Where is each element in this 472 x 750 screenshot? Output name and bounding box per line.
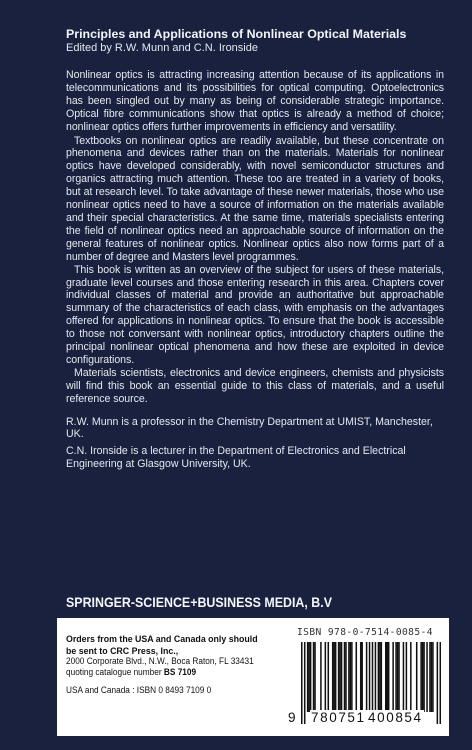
- barcode-bar: [360, 642, 362, 712]
- barcode-bar: [420, 642, 422, 712]
- barcode-digit-first: 9: [288, 710, 296, 725]
- barcode-bar: [310, 642, 312, 712]
- barcode-digits-left: 780751: [311, 710, 366, 725]
- barcode-bar: [432, 642, 434, 712]
- barcode-bar: [378, 642, 380, 712]
- barcode-bar: [395, 642, 397, 712]
- bio-ironside: C.N. Ironside is a lecturer in the Department of Electronics and Electrical Engineering at Glasgow University, UK.: [66, 445, 406, 471]
- barcode-bar: [422, 642, 424, 712]
- barcode-digits: [281, 710, 441, 728]
- barcode-bar: [332, 642, 334, 712]
- blurb-paragraph-4: Materials scientists, electronics and device engineers, chemists and physicists will find this book an essential guide to this class of materials, and a useful reference source.: [66, 366, 444, 405]
- barcode-bar: [350, 642, 352, 712]
- isbn-label: ISBN 978-0-7514-0085-4: [297, 627, 433, 638]
- catalogue-number: BS 7109: [163, 666, 197, 677]
- barcode-bar: [375, 642, 377, 712]
- quoting-prefix: quoting catalogue number: [66, 666, 164, 677]
- barcode-bar: [341, 642, 343, 712]
- barcode-bar: [313, 642, 315, 712]
- ordering-panel: [57, 618, 449, 736]
- orders-quoting: [66, 667, 263, 678]
- barcode-bar: [308, 642, 310, 712]
- barcode-bar: [339, 642, 341, 712]
- barcode-bar: [392, 642, 394, 712]
- book-title: Principles and Applications of Nonlinear Optical Materials: [66, 27, 407, 41]
- ordering-info: [66, 633, 276, 705]
- barcode-bar: [351, 642, 353, 712]
- orders-heading-line2: be sent to CRC Press, Inc.,: [66, 644, 179, 656]
- barcode-bar: [361, 642, 363, 712]
- barcode-bar: [325, 642, 327, 712]
- cover-text: [66, 27, 444, 471]
- orders-heading-line1: Orders from the USA and Canada only should: [66, 633, 258, 644]
- book-editors: Edited by R.W. Munn and C.N. Ironside: [66, 42, 258, 54]
- publisher-name: SPRINGER-SCIENCE+BUSINESS MEDIA, B.V: [66, 595, 332, 610]
- blurb-paragraph-2: Textbooks on nonlinear optics are readily available, but these concentrate on phenomena and devices rather than on the materials. Materials for nonlinear optics have developed considerably, with novel semiconductor structures and organics attracting much attention. These too are treated in a variety of books, but at research level. To take advantage of these newer materials, those who use nonlinear optics need to have a source of information on the materials available and their special characteristics. At the same time, materials specialists entering the field of nonlinear optics need an approachable source of information on the general features of nonlinear optics. Nonlinear optics also now forms part of a number of degree and Masters level programmes.: [66, 134, 444, 263]
- barcode-bar: [328, 642, 330, 712]
- barcode-bar: [397, 642, 399, 712]
- barcode-bar: [385, 642, 387, 712]
- barcode-bar: [429, 642, 431, 712]
- barcode-bar: [416, 642, 418, 712]
- author-bios: [66, 416, 444, 472]
- barcode-bar: [333, 642, 335, 712]
- barcode-bar: [338, 642, 340, 712]
- usa-canada-isbn: USA and Canada : ISBN 0 8493 7109 0: [66, 685, 212, 696]
- blurb-paragraph-1: Nonlinear optics is attracting increasing attention because of its applications in telecommunications and its possibilities for optical computing. Optoelectronics has been singled out by many as being of considerable strategic importance. Optical fibre communications show that optics is already a method of choice; nonlinear optics offers further improvements in efficiency and versatility.: [66, 69, 444, 133]
- barcode-bar: [426, 642, 428, 712]
- barcode-bar: [410, 642, 412, 712]
- barcode-bar: [345, 642, 347, 712]
- barcode-bar: [366, 642, 368, 712]
- orders-address: 2000 Corporate Blvd., N.W., Boca Raton, FL 33431: [66, 656, 254, 666]
- barcode-bar: [356, 642, 358, 712]
- barcode-bar: [314, 642, 316, 712]
- barcode-bar: [386, 642, 388, 712]
- barcode-bar: [344, 642, 346, 712]
- blurb-paragraph-3: This book is written as an overview of the subject for users of these materials, graduate level courses and those entering research in this area. Chapters cover individual classes of material and provide an authoritative but approachable summary of the characteristics of each class, with emphasis on the advantages offered for applications in nonlinear optics. To ensure that the book is accessible to those not conversant with nonlinear optics, introductory chapters outline the principal nonlinear optical phenomena and how these are exploited in device configurations.: [66, 263, 444, 366]
- barcode-bar: [423, 642, 425, 712]
- barcode-bar: [398, 642, 400, 712]
- barcode-bar: [388, 642, 390, 712]
- barcode-digits-right: 400854: [368, 710, 423, 725]
- barcode-bar: [379, 642, 381, 712]
- barcode-bar: [406, 642, 408, 712]
- barcode-bar: [431, 642, 433, 712]
- barcode-bar: [348, 642, 350, 712]
- barcode-bar: [403, 642, 405, 712]
- barcode-bar: [307, 642, 309, 712]
- barcode-bar: [320, 642, 322, 712]
- barcode-bar: [381, 642, 383, 712]
- barcode-bar: [335, 642, 337, 712]
- bio-munn: R.W. Munn is a professor in the Chemistry Department at UMIST, Manchester, UK.: [66, 415, 433, 441]
